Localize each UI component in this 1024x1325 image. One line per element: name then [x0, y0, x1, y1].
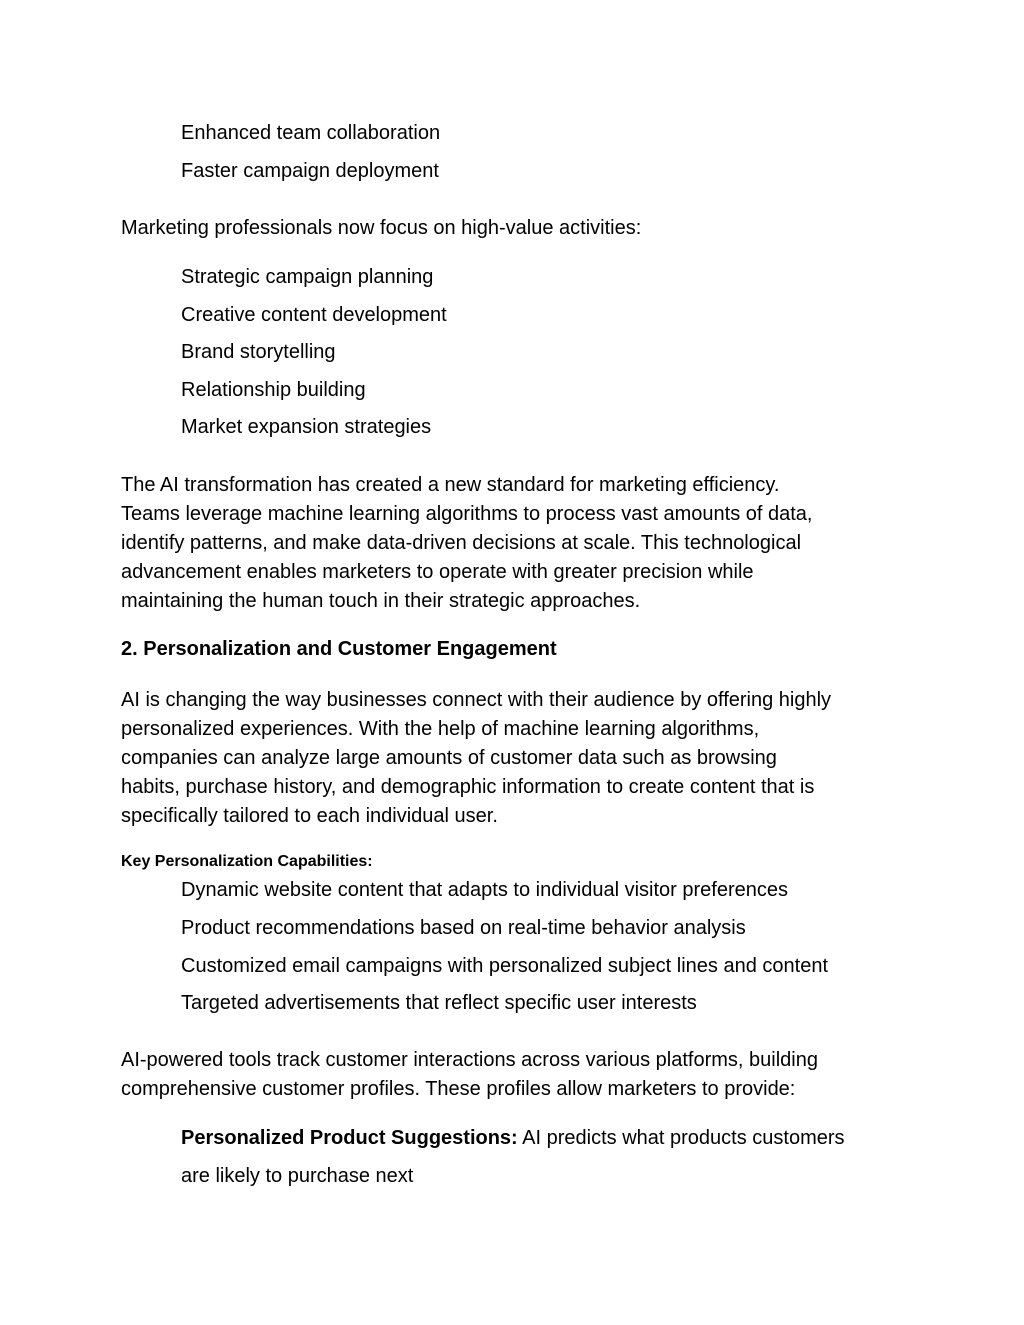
list-item: Faster campaign deployment	[181, 160, 439, 182]
list-item: Creative content development	[181, 304, 447, 326]
paragraph-line: Teams leverage machine learning algorithms to process vast amounts of data,	[121, 503, 813, 525]
paragraph-line: comprehensive customer profiles. These profiles allow marketers to provide:	[121, 1078, 796, 1100]
paragraph-line: personalized experiences. With the help of machine learning algorithms,	[121, 718, 760, 740]
paragraph-line: advancement enables marketers to operate with greater precision while	[121, 561, 754, 583]
tools-paragraph	[121, 1046, 921, 1104]
list-item: Market expansion strategies	[181, 416, 432, 438]
list-item: Enhanced team collaboration	[181, 122, 441, 144]
paragraph-line: identify patterns, and make data-driven decisions at scale. This technological	[121, 532, 802, 554]
paragraph-line: AI-powered tools track customer interactions across various platforms, building	[121, 1049, 818, 1071]
section-heading: 2. Personalization and Customer Engagement	[121, 638, 557, 660]
list-item: Targeted advertisements that reflect specific user interests	[181, 992, 697, 1014]
paragraph-line: habits, purchase history, and demographic information to create content that is	[121, 776, 815, 798]
personalization-paragraph	[121, 686, 921, 831]
paragraph-line: companies can analyze large amounts of customer data such as browsing	[121, 747, 777, 769]
list-item	[181, 1126, 845, 1150]
intro-text: Marketing professionals now focus on high-value activities:	[121, 217, 642, 239]
transformation-paragraph	[121, 471, 921, 616]
paragraph-line: The AI transformation has created a new standard for marketing efficiency.	[121, 474, 780, 496]
paragraph-line: specifically tailored to each individual user.	[121, 805, 498, 827]
paragraph-line: AI is changing the way businesses connect with their audience by offering highly	[121, 689, 832, 711]
item-text: AI predicts what products customers	[517, 1127, 845, 1149]
list-item: Relationship building	[181, 379, 366, 401]
list-item: Customized email campaigns with personalized subject lines and content	[181, 955, 829, 977]
list-item-continuation: are likely to purchase next	[181, 1165, 414, 1187]
subsection-heading: Key Personalization Capabilities:	[121, 853, 373, 870]
list-item: Dynamic website content that adapts to individual visitor preferences	[181, 879, 788, 901]
paragraph-line: maintaining the human touch in their strategic approaches.	[121, 590, 641, 612]
list-item: Product recommendations based on real-time behavior analysis	[181, 917, 746, 939]
item-label: Personalized Product Suggestions:	[181, 1127, 518, 1149]
list-item: Strategic campaign planning	[181, 266, 434, 288]
list-item: Brand storytelling	[181, 341, 336, 363]
